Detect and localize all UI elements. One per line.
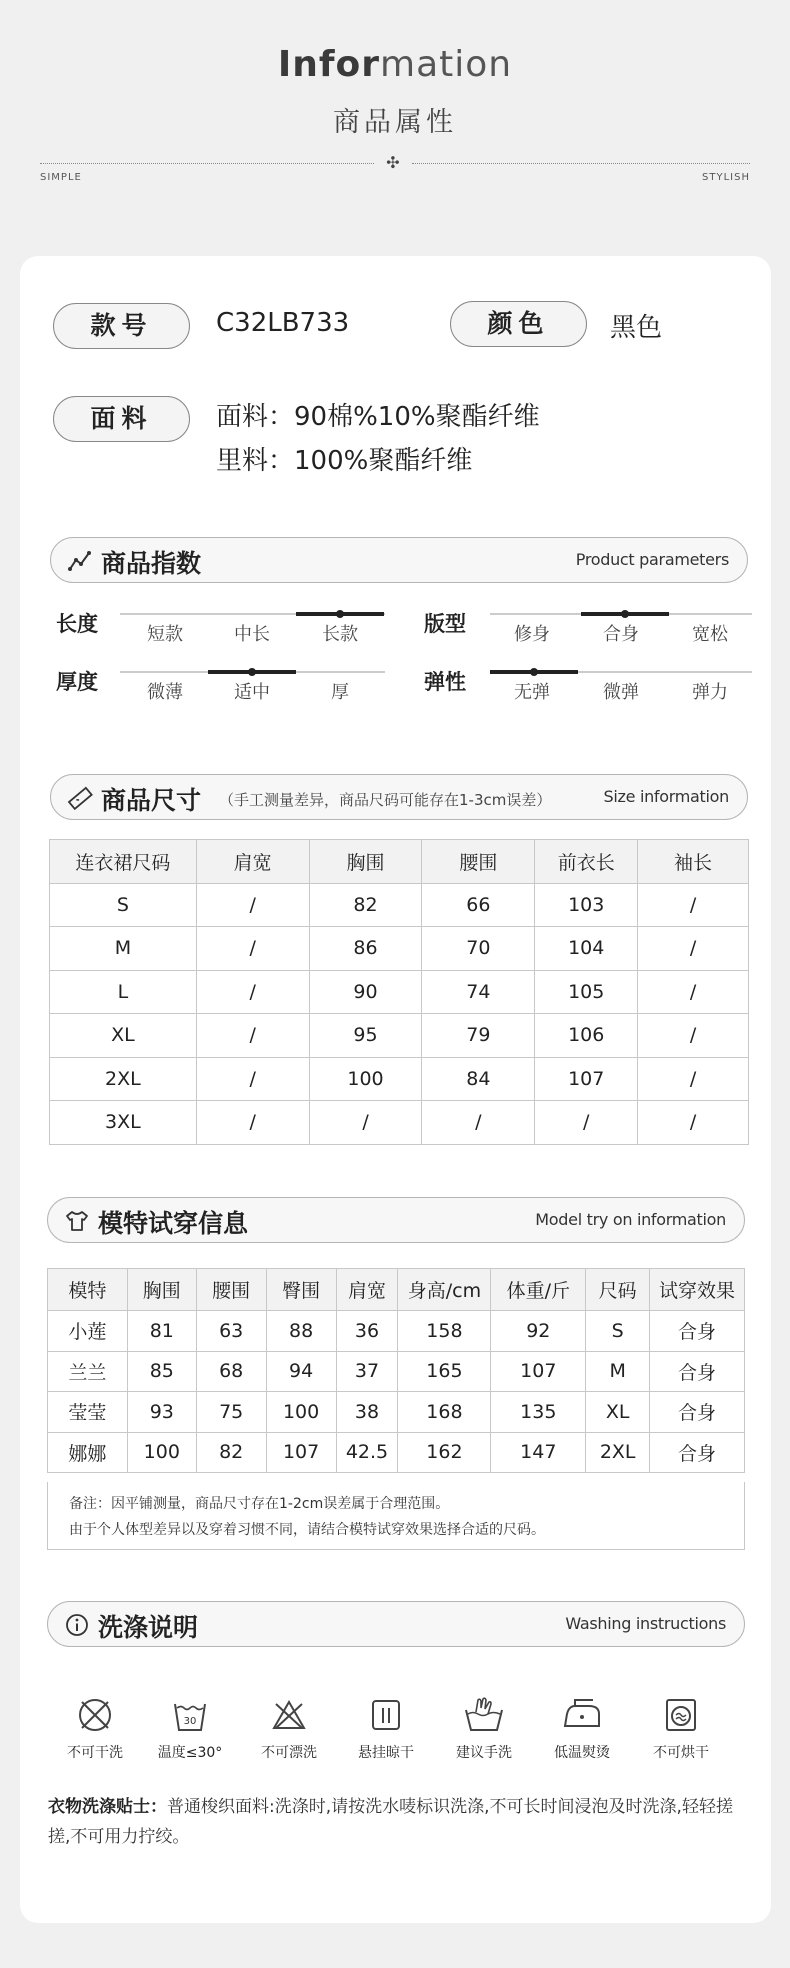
header-title-light: mation (380, 44, 513, 85)
model-cell: 135 (491, 1392, 586, 1433)
size-cell: 105 (535, 970, 638, 1014)
size-col-header: 前衣长 (535, 840, 638, 884)
size-cell: / (638, 883, 749, 927)
size-cell: / (638, 970, 749, 1014)
param-elastic-option: 无弹 (514, 682, 550, 703)
table-row (50, 883, 749, 927)
param-elastic-marker (530, 668, 538, 676)
model-cell: 37 (336, 1351, 398, 1392)
model-cell: 38 (336, 1392, 398, 1433)
model-cell: M (586, 1351, 650, 1392)
size-cell: 107 (535, 1057, 638, 1101)
param-length-label: 长度 (56, 612, 98, 636)
size-table-header-row (50, 840, 749, 884)
fabric-lining: 里料：100%聚酯纤维 (216, 446, 473, 476)
model-cell: 兰兰 (48, 1351, 128, 1392)
size-cell: / (638, 1014, 749, 1058)
size-cell: S (50, 883, 197, 927)
table-row (48, 1351, 745, 1392)
model-cell: 36 (336, 1311, 398, 1352)
size-section-header (50, 774, 748, 820)
model-cell: 88 (266, 1311, 336, 1352)
wash-item (336, 1696, 436, 1762)
size-cell: / (638, 927, 749, 971)
size-cell: 84 (422, 1057, 535, 1101)
size-cell: 100 (309, 1057, 422, 1101)
hand-wash-icon (462, 1696, 506, 1734)
wash-item (434, 1696, 534, 1762)
size-cell: 70 (422, 927, 535, 971)
param-thickness-option: 厚 (331, 682, 349, 703)
wash-title-en: Washing instructions (565, 1614, 726, 1633)
size-title: 商品尺寸 (101, 786, 202, 815)
fabric-outer: 面料：90棉%10%聚酯纤维 (216, 402, 540, 432)
wash-label: 低温熨烫 (554, 1745, 610, 1761)
size-col-header: 肩宽 (196, 840, 309, 884)
model-title: 模特试穿信息 (98, 1209, 249, 1238)
model-col-header: 胸围 (127, 1269, 196, 1311)
table-row (50, 1101, 749, 1145)
model-cell: 小莲 (48, 1311, 128, 1352)
model-col-header: 尺码 (586, 1269, 650, 1311)
model-number-label: 款号 (53, 303, 190, 349)
size-cell: 103 (535, 883, 638, 927)
model-cell: 2XL (586, 1432, 650, 1473)
size-table (49, 839, 749, 1145)
param-length-option: 短款 (147, 624, 183, 645)
wash-temp-mark: 30 (183, 1716, 197, 1727)
table-row (50, 1014, 749, 1058)
model-table (47, 1268, 745, 1473)
trend-line-icon (67, 548, 93, 574)
size-title-en: Size information (603, 787, 729, 806)
params-title-en: Product parameters (575, 550, 729, 569)
model-cell: 42.5 (336, 1432, 398, 1473)
model-cell: 63 (196, 1311, 266, 1352)
wash-item (45, 1696, 145, 1762)
model-number-value: C32LB733 (216, 308, 350, 338)
size-cell: XL (50, 1014, 197, 1058)
param-length-marker (336, 610, 344, 618)
model-cell: 81 (127, 1311, 196, 1352)
ruler-icon (67, 785, 93, 811)
param-thickness-marker (248, 668, 256, 676)
header-title-bold: Infor (277, 44, 381, 85)
model-section-header (47, 1197, 745, 1243)
size-cell: / (196, 927, 309, 971)
param-fit-marker (621, 610, 629, 618)
size-cell: / (196, 1057, 309, 1101)
model-cell: 147 (491, 1432, 586, 1473)
size-cell: 95 (309, 1014, 422, 1058)
header-left-caption: SIMPLE (40, 172, 82, 183)
size-cell: 104 (535, 927, 638, 971)
size-col-header: 胸围 (309, 840, 422, 884)
size-cell: 2XL (50, 1057, 197, 1101)
model-cell: 100 (127, 1432, 196, 1473)
info-circle-icon (64, 1612, 90, 1638)
model-cell: S (586, 1311, 650, 1352)
model-cell: 莹莹 (48, 1392, 128, 1433)
wash-label: 不可漂洗 (261, 1745, 317, 1761)
model-col-header: 试穿效果 (650, 1269, 745, 1311)
model-cell: 合身 (650, 1311, 745, 1352)
model-cell: 168 (398, 1392, 491, 1433)
crosshair-ornament-icon: ✣ (386, 153, 400, 172)
remark-line: 备注：因平铺测量，商品尺寸存在1-2cm误差属于合理范围。 (69, 1496, 450, 1512)
header-divider-right (412, 163, 750, 164)
size-cell: L (50, 970, 197, 1014)
size-cell: 66 (422, 883, 535, 927)
size-cell: / (638, 1057, 749, 1101)
param-elastic-label: 弹性 (424, 670, 466, 694)
param-elastic-option: 微弹 (603, 682, 639, 703)
model-remark (47, 1482, 745, 1550)
model-cell: 107 (266, 1432, 336, 1473)
size-cell: / (638, 1101, 749, 1145)
size-cell: / (309, 1101, 422, 1145)
header-title (0, 44, 790, 85)
table-row (48, 1432, 745, 1473)
size-cell: 106 (535, 1014, 638, 1058)
model-cell: 68 (196, 1351, 266, 1392)
size-cell: / (196, 883, 309, 927)
wash-label: 建议手洗 (456, 1745, 512, 1761)
size-col-header: 腰围 (422, 840, 535, 884)
param-elastic-option: 弹力 (692, 682, 728, 703)
model-cell: 94 (266, 1351, 336, 1392)
param-fit-label: 版型 (424, 612, 466, 636)
header-subtitle: 商品属性 (333, 107, 457, 138)
model-cell: 93 (127, 1392, 196, 1433)
fabric-label: 面料 (53, 396, 190, 442)
model-cell: 165 (398, 1351, 491, 1392)
model-cell: 162 (398, 1432, 491, 1473)
wash-item (140, 1696, 240, 1762)
remark-line: 由于个人体型差异以及穿着习惯不同，请结合模特试穿效果选择合适的尺码。 (69, 1522, 545, 1538)
tshirt-icon (64, 1208, 90, 1234)
model-cell: 75 (196, 1392, 266, 1433)
no-dry-clean-icon (76, 1696, 114, 1734)
size-cell: / (196, 1014, 309, 1058)
param-fit-option: 修身 (514, 624, 550, 645)
wash-temp-30-icon (171, 1696, 209, 1734)
size-col-header: 袖长 (638, 840, 749, 884)
model-col-header: 臀围 (266, 1269, 336, 1311)
size-cell: / (422, 1101, 535, 1145)
low-iron-icon (561, 1696, 603, 1734)
param-fit-option: 合身 (603, 624, 639, 645)
header-divider-left (40, 163, 374, 164)
hang-dry-icon (367, 1696, 405, 1734)
wash-label: 不可干洗 (67, 1745, 123, 1761)
size-col-header: 连衣裙尺码 (50, 840, 197, 884)
param-length-option: 长款 (322, 624, 358, 645)
size-cell: / (196, 970, 309, 1014)
color-label: 颜色 (450, 301, 587, 347)
params-section-header (50, 537, 748, 583)
model-cell: 娜娜 (48, 1432, 128, 1473)
header-right-caption: STYLISH (702, 172, 750, 183)
model-cell: XL (586, 1392, 650, 1433)
wash-label: 不可烘干 (653, 1745, 709, 1761)
no-tumble-dry-icon (662, 1696, 700, 1734)
model-cell: 合身 (650, 1351, 745, 1392)
wash-item (532, 1696, 632, 1762)
param-thickness-label: 厚度 (56, 670, 98, 694)
size-cell: 90 (309, 970, 422, 1014)
param-thickness-option: 微薄 (147, 682, 183, 703)
model-cell: 158 (398, 1311, 491, 1352)
model-cell: 合身 (650, 1392, 745, 1433)
size-cell: 82 (309, 883, 422, 927)
model-col-header: 身高/cm (398, 1269, 491, 1311)
wash-section-header (47, 1601, 745, 1647)
param-thickness-option: 适中 (234, 682, 270, 703)
no-bleach-icon (270, 1696, 308, 1734)
param-length-option: 中长 (234, 624, 270, 645)
model-col-header: 肩宽 (336, 1269, 398, 1311)
table-row (50, 927, 749, 971)
table-row (48, 1392, 745, 1433)
model-col-header: 体重/斤 (491, 1269, 586, 1311)
model-cell: 100 (266, 1392, 336, 1433)
size-cell: 86 (309, 927, 422, 971)
model-col-header: 腰围 (196, 1269, 266, 1311)
table-row (50, 1057, 749, 1101)
wash-item (239, 1696, 339, 1762)
wash-tip-text: 普通梭织面料:洗涤时,请按洗水唛标识洗涤,不可长时间浸泡及时洗涤,轻轻搓搓,不可用力拧绞。 (48, 1797, 733, 1847)
model-cell: 合身 (650, 1432, 745, 1473)
params-title: 商品指数 (101, 549, 202, 578)
wash-label: 温度≤30° (157, 1745, 223, 1761)
table-row (48, 1311, 745, 1352)
model-title-en: Model try on information (535, 1210, 726, 1229)
size-cell: 74 (422, 970, 535, 1014)
size-cell: / (535, 1101, 638, 1145)
wash-tip (48, 1792, 748, 1852)
color-value: 黑色 (610, 313, 663, 343)
model-cell: 85 (127, 1351, 196, 1392)
info-card (20, 256, 771, 1923)
size-cell: 79 (422, 1014, 535, 1058)
model-cell: 92 (491, 1311, 586, 1352)
wash-item (631, 1696, 731, 1762)
param-fit-option: 宽松 (692, 624, 728, 645)
size-cell: M (50, 927, 197, 971)
model-table-header-row (48, 1269, 745, 1311)
size-note: （手工测量差异，商品尺码可能存在1-3cm误差） (219, 791, 552, 809)
model-cell: 82 (196, 1432, 266, 1473)
wash-tip-label: 衣物洗涤贴士： (48, 1797, 167, 1817)
model-cell: 107 (491, 1351, 586, 1392)
table-row (50, 970, 749, 1014)
size-cell: / (196, 1101, 309, 1145)
model-col-header: 模特 (48, 1269, 128, 1311)
wash-label: 悬挂晾干 (358, 1745, 414, 1761)
size-cell: 3XL (50, 1101, 197, 1145)
wash-title: 洗涤说明 (98, 1613, 199, 1642)
